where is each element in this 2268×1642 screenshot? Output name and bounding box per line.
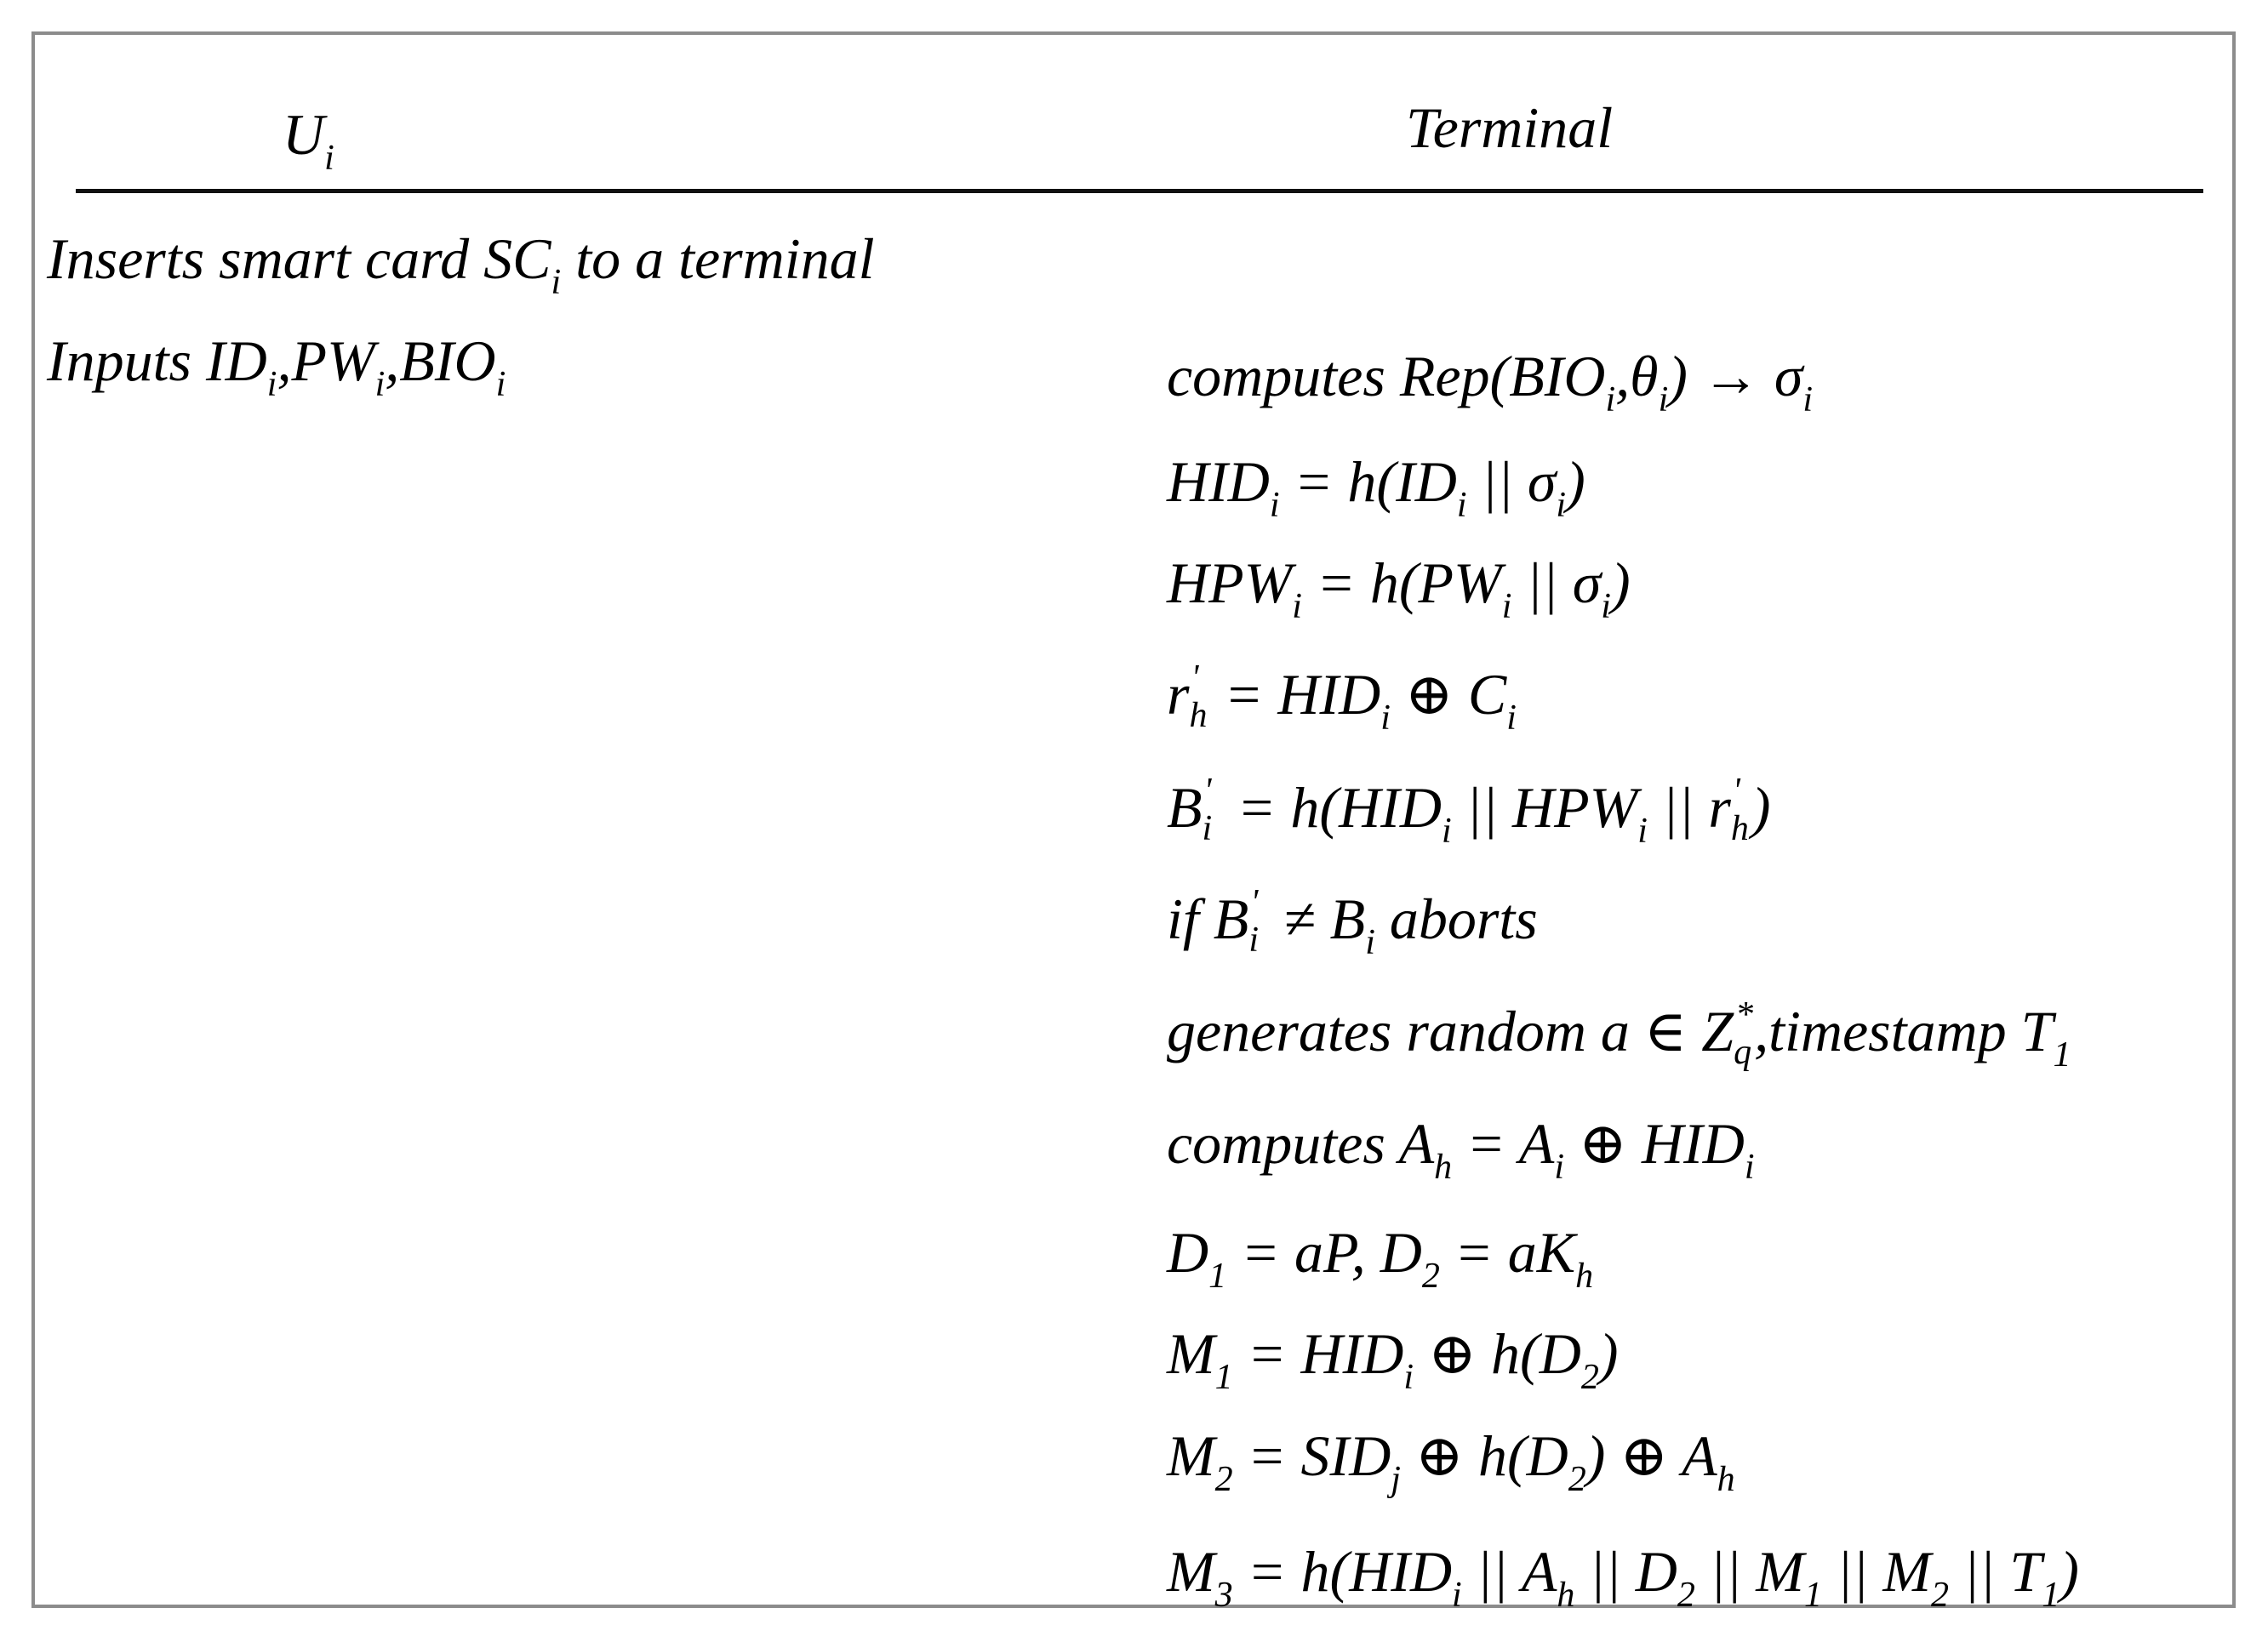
- math-text: = SID: [1232, 1423, 1391, 1488]
- subscript: i: [1456, 486, 1467, 525]
- math-text: HPW: [1167, 550, 1293, 615]
- subscript: i: [1248, 921, 1259, 960]
- math-text: ): [1566, 449, 1585, 514]
- math-text: || σ: [1511, 550, 1602, 615]
- subscript: i: [324, 139, 334, 178]
- terminal-step: [1167, 1423, 1735, 1499]
- subscript: 2: [1930, 1576, 1949, 1615]
- subscript: i: [1802, 380, 1814, 419]
- subscript: i: [1269, 486, 1280, 525]
- subscript: 2: [1421, 1257, 1440, 1296]
- subscript: h: [1189, 696, 1208, 735]
- math-text: || σ: [1466, 449, 1557, 514]
- superscript: ': [1203, 772, 1212, 811]
- subscript: i: [1601, 587, 1611, 626]
- math-text: || M: [1694, 1539, 1804, 1604]
- subscript: 2: [1677, 1576, 1695, 1615]
- header-divider: [76, 189, 2203, 193]
- math-text: = aK: [1439, 1220, 1576, 1285]
- subscript: 2: [1568, 1460, 1586, 1499]
- column-header-user: [283, 102, 334, 178]
- subscript: h: [1434, 1148, 1453, 1187]
- math-text: ,θ: [1615, 344, 1659, 408]
- superscript: ': [1732, 772, 1740, 811]
- math-text: r: [1167, 662, 1190, 727]
- math-text: ,BIO: [385, 328, 496, 393]
- math-text: = HID: [1209, 662, 1381, 727]
- math-text: = h(PW: [1301, 550, 1502, 615]
- terminal-step: [1167, 659, 1517, 738]
- math-text: = h(HID: [1222, 775, 1442, 840]
- math-text: || A: [1461, 1539, 1557, 1604]
- subscript: i: [1441, 812, 1452, 851]
- math-text: || T: [1948, 1539, 2042, 1604]
- subscript: i: [1292, 587, 1302, 626]
- terminal-step: [1167, 344, 1814, 419]
- math-text: to a terminal: [561, 226, 875, 291]
- sup-sub-script: [1734, 995, 1754, 1072]
- column-header-terminal: [1406, 95, 1614, 160]
- subscript: 3: [1214, 1576, 1233, 1615]
- math-text: ): [1751, 775, 1771, 840]
- terminal-step: [1167, 995, 2071, 1075]
- user-step: [47, 328, 506, 404]
- subscript: i: [495, 365, 506, 404]
- subscript: j: [1391, 1460, 1401, 1499]
- terminal-step: [1167, 550, 1631, 626]
- subscript: i: [1452, 1576, 1462, 1615]
- terminal-step: [1167, 449, 1585, 525]
- math-text: ⊕ HID: [1564, 1111, 1745, 1176]
- math-text: || M: [1821, 1539, 1931, 1604]
- math-text: ,timestamp T: [1754, 999, 2054, 1063]
- terminal-step: [1167, 1321, 1619, 1397]
- math-text: ) ⊕ A: [1585, 1423, 1717, 1488]
- math-text: M: [1167, 1321, 1215, 1386]
- terminal-step: [1167, 1220, 1594, 1296]
- subscript: h: [1557, 1576, 1575, 1615]
- subscript: i: [1637, 812, 1648, 851]
- subscript: i: [1506, 698, 1517, 738]
- math-text: = HID: [1232, 1321, 1404, 1386]
- subscript: i: [1365, 923, 1375, 962]
- subscript: i: [1658, 380, 1669, 419]
- terminal-step: [1167, 1111, 1755, 1187]
- math-text: = h(ID: [1279, 449, 1457, 514]
- math-text: ⊕ C: [1390, 662, 1507, 727]
- superscript: ': [1250, 883, 1259, 922]
- subscript: 1: [1214, 1358, 1233, 1397]
- math-text: Inputs ID: [47, 328, 267, 393]
- subscript: 2: [1580, 1358, 1599, 1397]
- math-text: ≠ B: [1269, 887, 1366, 951]
- subscript: h: [1575, 1257, 1594, 1296]
- math-text: computes A: [1167, 1111, 1435, 1176]
- math-text: Inserts smart card SC: [47, 226, 551, 291]
- subscript: i: [1403, 1358, 1414, 1397]
- math-text: ⊕ h(D: [1414, 1321, 1581, 1386]
- math-text: || D: [1574, 1539, 1677, 1604]
- math-text: = A: [1452, 1111, 1555, 1176]
- math-text: || r: [1647, 775, 1731, 840]
- math-text: = h(HID: [1232, 1539, 1453, 1604]
- subscript: 1: [2042, 1576, 2060, 1615]
- math-text: ): [2059, 1539, 2079, 1604]
- math-text: M: [1167, 1539, 1215, 1604]
- math-text: computes Rep(BIO: [1167, 344, 1606, 408]
- subscript: q: [1734, 1033, 1752, 1072]
- math-text: M: [1167, 1423, 1215, 1488]
- subscript: i: [1556, 486, 1567, 525]
- subscript: i: [1501, 587, 1512, 626]
- math-text: D: [1167, 1220, 1209, 1285]
- subscript: i: [1202, 809, 1213, 848]
- subscript: i: [1554, 1148, 1565, 1187]
- math-text: Terminal: [1406, 95, 1614, 160]
- subscript: i: [1380, 698, 1391, 738]
- sup-sub-script: [1202, 772, 1223, 848]
- math-text: ⊕ h(D: [1400, 1423, 1568, 1488]
- math-text: generates random a ∈ Z: [1167, 999, 1734, 1063]
- subscript: i: [374, 365, 386, 404]
- math-text: ): [1598, 1321, 1619, 1386]
- math-text: || HPW: [1451, 775, 1638, 840]
- superscript: ': [1191, 659, 1199, 698]
- math-text: ) → σ: [1668, 344, 1803, 408]
- math-text: HID: [1167, 449, 1270, 514]
- math-text: U: [283, 102, 325, 167]
- math-text: ,PW: [277, 328, 375, 393]
- subscript: i: [266, 365, 277, 404]
- subscript: 1: [2053, 1035, 2071, 1075]
- math-text: ): [1610, 550, 1631, 615]
- user-step: [47, 226, 875, 302]
- terminal-step: [1167, 1539, 2079, 1615]
- math-text: aborts: [1374, 887, 1538, 951]
- subscript: h: [1730, 809, 1749, 848]
- sup-sub-script: [1189, 659, 1209, 735]
- superscript: *: [1735, 995, 1754, 1035]
- terminal-step: [1167, 883, 1538, 962]
- math-text: B: [1167, 775, 1203, 840]
- math-text: if B: [1167, 887, 1249, 951]
- subscript: 1: [1803, 1576, 1822, 1615]
- subscript: i: [1605, 380, 1616, 419]
- subscript: i: [551, 263, 562, 302]
- subscript: 1: [1208, 1257, 1227, 1296]
- subscript: i: [1744, 1148, 1755, 1187]
- math-text: = aP, D: [1226, 1220, 1422, 1285]
- terminal-step: [1167, 772, 1771, 851]
- subscript: 2: [1214, 1460, 1233, 1499]
- sup-sub-script: [1730, 772, 1751, 848]
- subscript: h: [1717, 1460, 1735, 1499]
